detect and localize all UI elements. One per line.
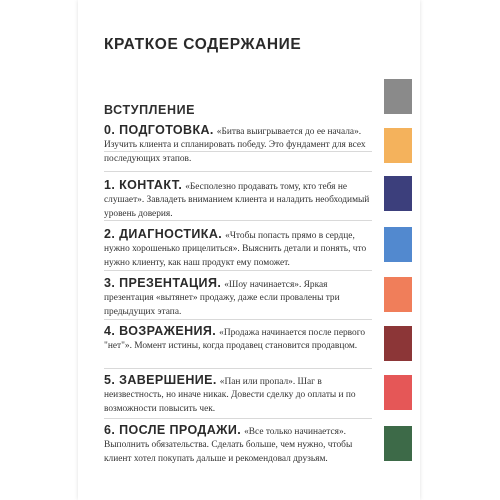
section-contact — [104, 179, 372, 221]
intro-color-swatch — [384, 79, 412, 114]
section-heading: 5. ЗАВЕРШЕНИЕ. — [104, 373, 217, 387]
separator — [104, 220, 372, 221]
section-heading: 6. ПОСЛЕ ПРОДАЖИ. — [104, 423, 242, 437]
page-title: КРАТКОЕ СОДЕРЖАНИЕ — [104, 36, 302, 53]
section-color-swatch — [384, 227, 412, 262]
section-after-sale — [104, 424, 372, 466]
section-color-swatch — [384, 176, 412, 211]
section-text: «Пан или пропал». Шаг в неизвестность, но иначе никак. Довести сделку до оплаты и по возможности повысить чек. — [104, 377, 356, 414]
section-color-swatch — [384, 375, 412, 410]
section-preparation — [104, 124, 372, 166]
section-heading: 1. КОНТАКТ. — [104, 178, 183, 192]
separator — [104, 270, 372, 271]
separator — [104, 368, 372, 369]
section-heading: 2. ДИАГНОСТИКА. — [104, 227, 223, 241]
section-diagnostics — [104, 228, 372, 270]
section-text: «Чтобы попасть прямо в сердце, нужно хорошенько прицелиться». Выяснить детали и понять, что нужно клиенту, как наш продукт ему поможет. — [104, 231, 367, 268]
separator — [104, 319, 372, 320]
section-heading: 4. ВОЗРАЖЕНИЯ. — [104, 324, 217, 338]
section-closing — [104, 374, 372, 416]
section-text: «Все только начинается». Выполнить обязательства. Сделать больше, чем нужно, чтобы клиент хотел покупать дальше и рекомендовал друзьям. — [104, 427, 353, 464]
section-heading: 3. ПРЕЗЕНТАЦИЯ. — [104, 276, 222, 290]
section-color-swatch — [384, 277, 412, 312]
separator — [104, 418, 372, 419]
section-text: «Продажа начинается после первого "нет"». Момент истины, когда продавец становится продавцом. — [104, 328, 366, 352]
section-color-swatch — [384, 128, 412, 163]
section-objections — [104, 325, 372, 354]
section-text: «Шоу начинается». Яркая презентация «вытянет» продажу, даже если провалены три предыдущих этапа. — [104, 280, 340, 317]
section-color-swatch — [384, 326, 412, 361]
section-heading: 0. ПОДГОТОВКА. — [104, 123, 214, 137]
section-presentation — [104, 277, 372, 319]
intro-heading: ВСТУПЛЕНИЕ — [104, 103, 196, 117]
section-text: «Битва выигрывается до ее начала». Изучить клиента и спланировать победу. Это фундамент для всех последующих этапов. — [104, 127, 366, 164]
section-color-swatch — [384, 426, 412, 461]
separator — [104, 171, 372, 172]
section-text: «Бесполезно продавать тому, кто тебя не слушает». Завладеть вниманием клиента и наладить необходимый уровень доверия. — [104, 182, 370, 219]
